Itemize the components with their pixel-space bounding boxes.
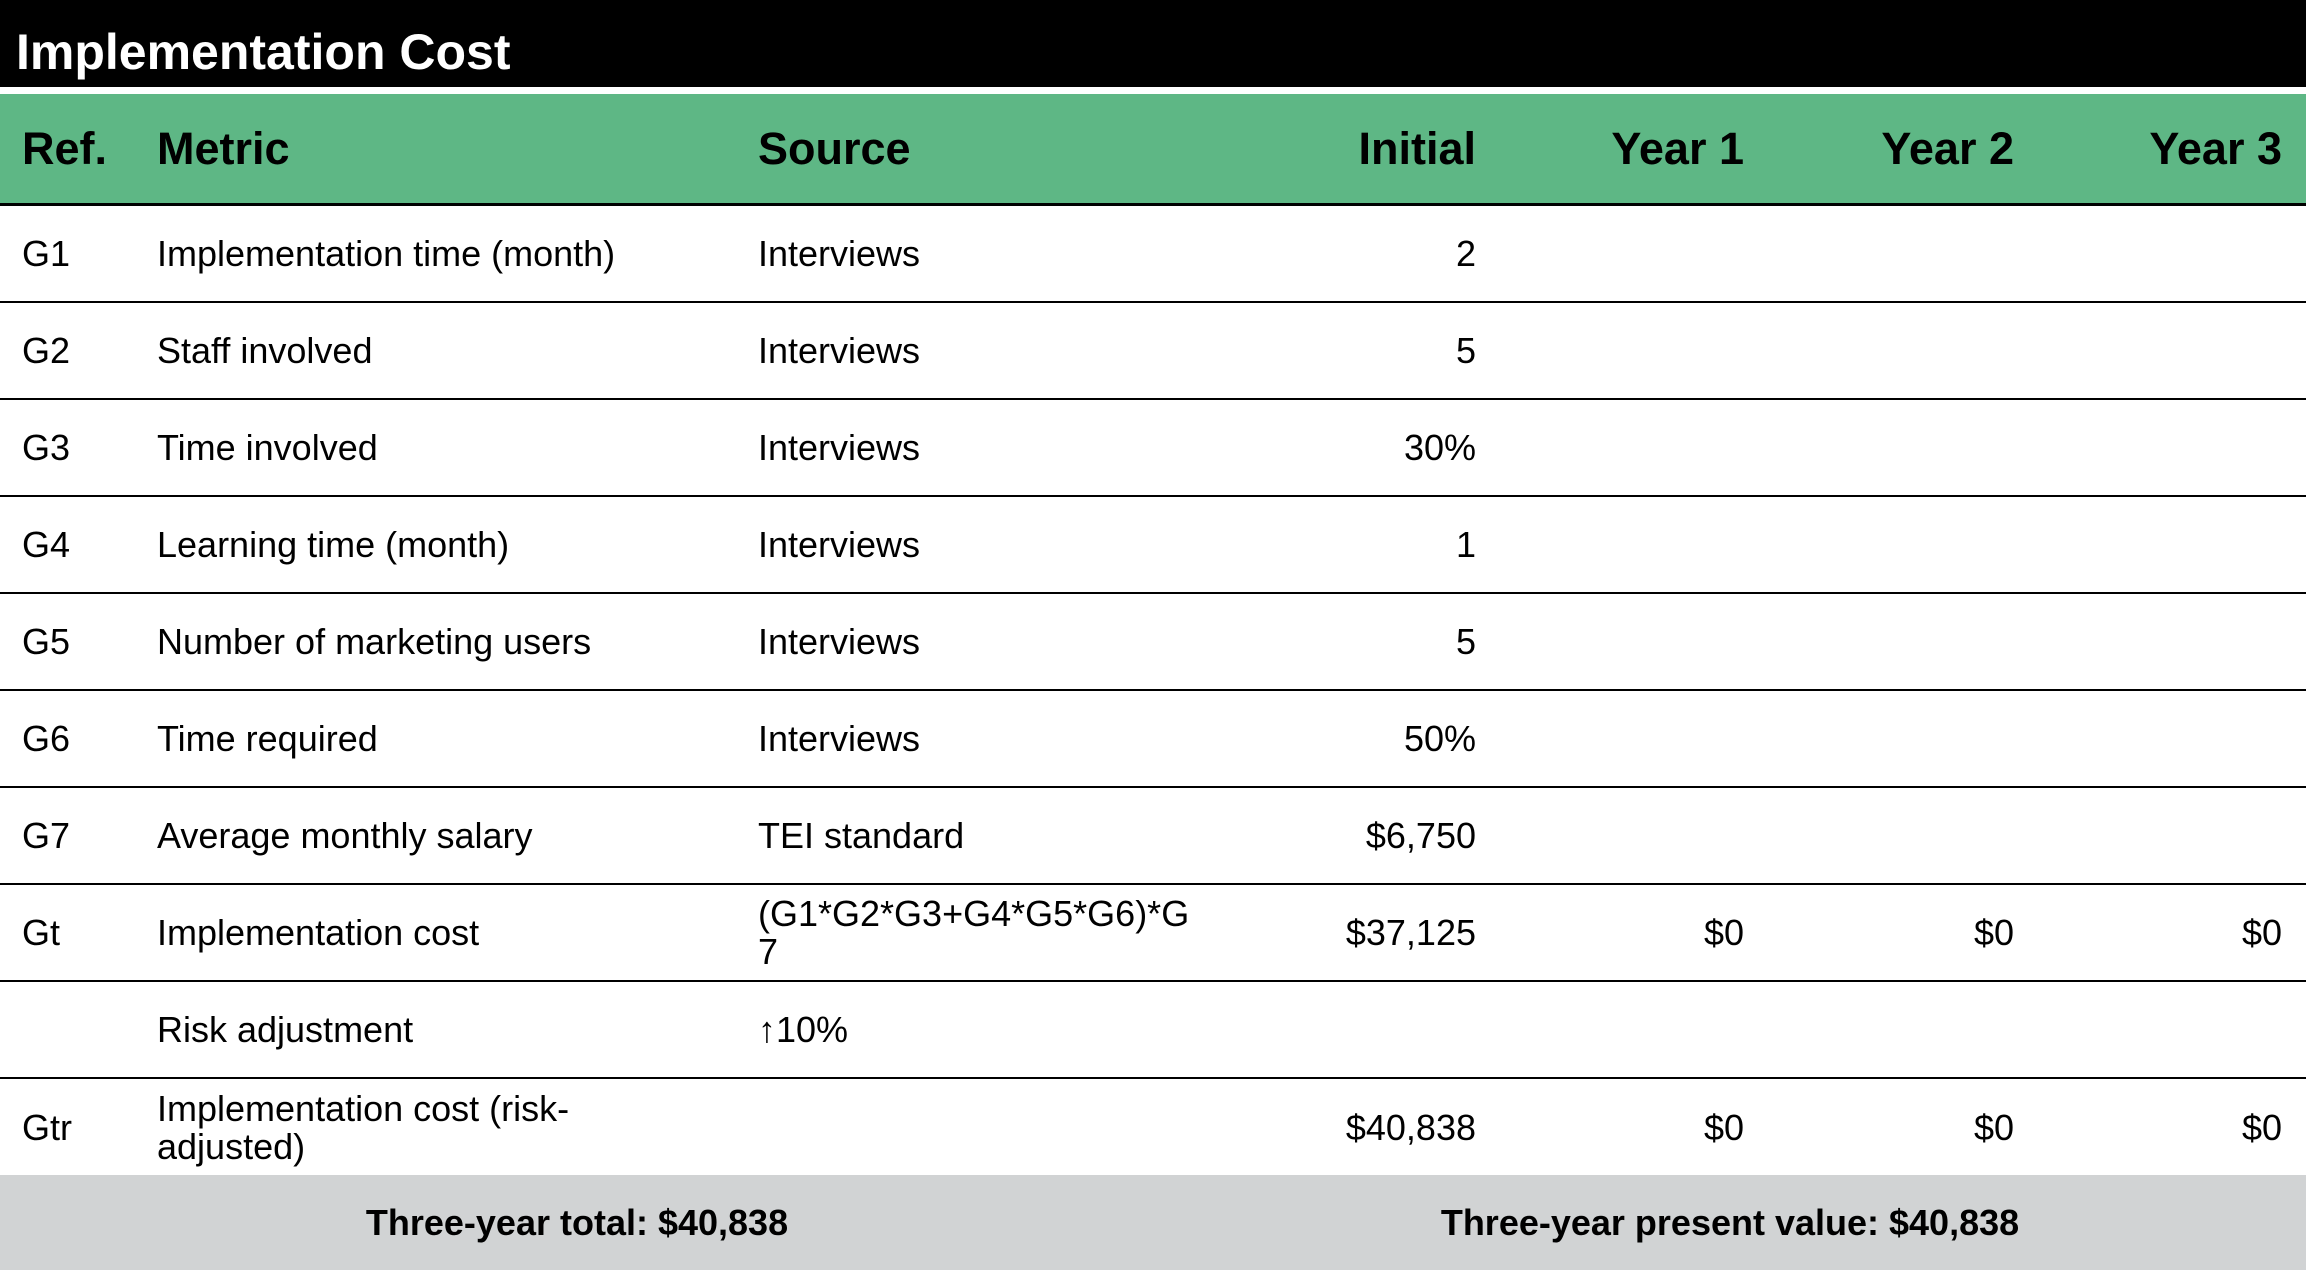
column-header-initial: Initial (1358, 122, 1476, 174)
cell-source (758, 1079, 1228, 1176)
column-header-year-3: Year 3 (2149, 122, 2282, 174)
cell-source-text: (G1*G2*G3+G4*G5*G6)*G7 (758, 892, 1190, 972)
table-row (0, 982, 2306, 1079)
cell-source: Interviews (758, 523, 921, 565)
cell-source: TEI standard (758, 814, 965, 856)
table-row (0, 400, 2306, 497)
column-header-year-1: Year 1 (1611, 122, 1744, 174)
cell-year-1 (1500, 982, 1744, 1077)
cell-metric: Time required (157, 717, 378, 759)
cell-ref: Gt (22, 911, 61, 953)
table-row (0, 788, 2306, 885)
column-header-ref: Ref. (22, 122, 108, 174)
cell-year-3: $0 (2241, 1106, 2282, 1148)
cell-metric: Implementation time (month) (157, 232, 616, 274)
cell-ref: G7 (22, 814, 71, 856)
cell-source: Interviews (758, 426, 921, 468)
cell-year-1: $0 (1703, 1106, 1744, 1148)
cell-metric: Average monthly salary (157, 814, 533, 856)
cell-metric: Implementation cost (157, 911, 480, 953)
cell-ref: G5 (22, 620, 71, 662)
page-title: Implementation Cost (16, 24, 511, 80)
cell-metric: Number of marketing users (157, 620, 592, 662)
cell-year-1 (1500, 206, 1744, 301)
cell-year-2 (1770, 497, 2014, 592)
cell-ref: G2 (22, 329, 71, 371)
cell-initial: $40,838 (1345, 1106, 1476, 1148)
cell-source: Interviews (758, 232, 921, 274)
cell-year-3 (2040, 594, 2282, 689)
table-header-row (0, 94, 2306, 206)
column-header-metric: Metric (157, 122, 290, 174)
cell-year-2 (1770, 206, 2014, 301)
column-header-year-2: Year 2 (1881, 122, 2014, 174)
cell-year-1 (1500, 497, 1744, 592)
table-row (0, 206, 2306, 303)
cell-metric-text: Implementation cost (risk-adjusted) (157, 1087, 570, 1167)
cell-year-2 (1770, 691, 2014, 786)
title-divider (0, 87, 2306, 94)
cell-ref: G1 (22, 232, 71, 274)
table-row (0, 497, 2306, 594)
table-row (0, 303, 2306, 400)
cell-initial: 1 (1455, 523, 1476, 565)
cell-source: Interviews (758, 620, 921, 662)
cell-initial: 30% (1403, 426, 1476, 468)
cell-metric: Risk adjustment (157, 1008, 414, 1050)
table-row (0, 1079, 2306, 1176)
three-year-present-value: Three-year present value: $40,838 (1440, 1201, 2020, 1243)
cell-year-2 (1770, 594, 2014, 689)
cell-ref: G6 (22, 717, 71, 759)
column-header-source: Source (758, 122, 911, 174)
cell-year-3 (2040, 788, 2282, 883)
cell-year-2 (1770, 303, 2014, 398)
cell-year-3 (2040, 206, 2282, 301)
cell-year-1 (1500, 400, 1744, 495)
cell-source (758, 885, 1228, 980)
cell-metric (157, 1079, 737, 1176)
cell-metric: Staff involved (157, 329, 373, 371)
cell-ref (22, 982, 152, 1077)
cell-metric: Learning time (month) (157, 523, 510, 565)
table-row (0, 885, 2306, 982)
title-bar (0, 0, 2306, 87)
cell-initial: 50% (1403, 717, 1476, 759)
cell-year-3 (2040, 400, 2282, 495)
cell-year-2 (1770, 982, 2014, 1077)
cell-year-1 (1500, 594, 1744, 689)
cell-metric: Time involved (157, 426, 378, 468)
cell-year-3 (2040, 497, 2282, 592)
cell-year-2 (1770, 400, 2014, 495)
summary-footer (0, 1175, 2306, 1270)
cell-year-3 (2040, 303, 2282, 398)
cell-ref: Gtr (22, 1106, 72, 1148)
cell-ref: G3 (22, 426, 71, 468)
cell-initial (1230, 982, 1476, 1077)
cell-initial: 5 (1455, 329, 1476, 371)
cell-source: ↑10% (758, 1008, 849, 1050)
cell-source: Interviews (758, 717, 921, 759)
cell-year-1 (1500, 788, 1744, 883)
cell-year-1 (1500, 303, 1744, 398)
cell-year-3 (2040, 982, 2282, 1077)
cell-initial: $37,125 (1345, 911, 1476, 953)
cell-year-2: $0 (1973, 1106, 2014, 1148)
cell-year-1: $0 (1703, 911, 1744, 953)
table-body (0, 206, 2306, 1176)
cell-year-2 (1770, 788, 2014, 883)
cell-year-3 (2040, 691, 2282, 786)
cell-year-2: $0 (1973, 911, 2014, 953)
cell-year-1 (1500, 691, 1744, 786)
cell-ref: G4 (22, 523, 71, 565)
cell-source: Interviews (758, 329, 921, 371)
table-row (0, 594, 2306, 691)
table-row (0, 691, 2306, 788)
three-year-total: Three-year total: $40,838 (365, 1201, 789, 1243)
cell-initial: 5 (1455, 620, 1476, 662)
cell-year-3: $0 (2241, 911, 2282, 953)
cell-initial: 2 (1455, 232, 1476, 274)
cell-initial: $6,750 (1365, 814, 1476, 856)
